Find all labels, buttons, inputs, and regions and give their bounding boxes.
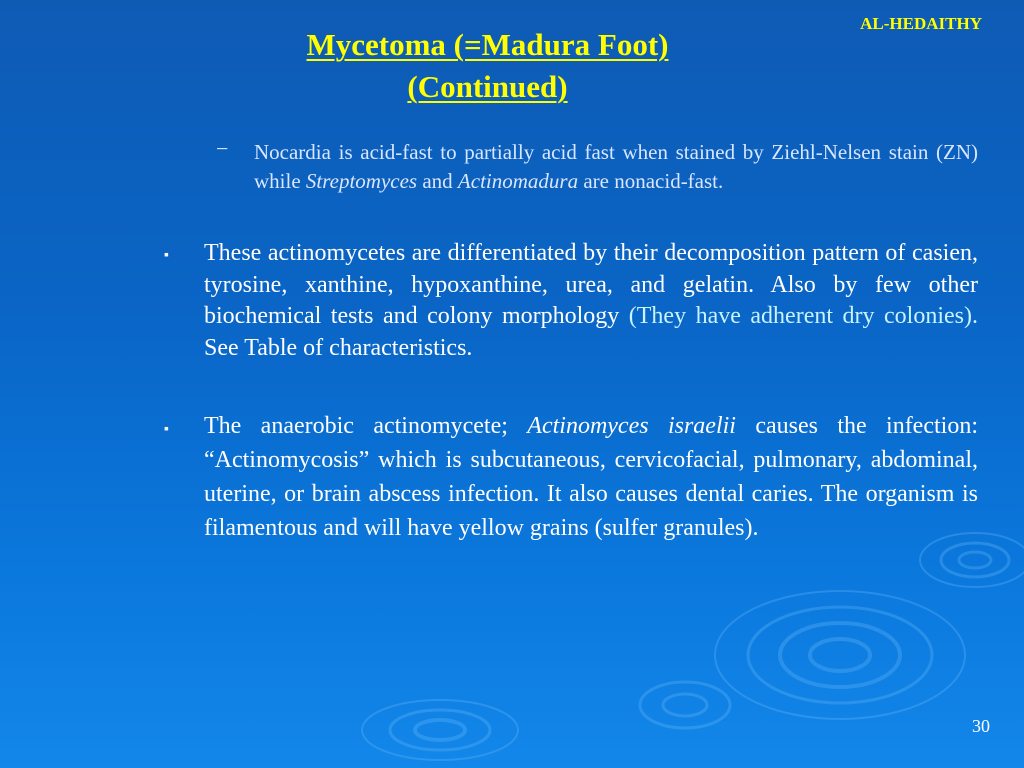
bullet-point-1: ▪ These actinomycetes are differentiated by their decomposition pattern of casien, tyrosine, xanthine, hypoxanthine, urea, and gelatin. Also by few other biochemical tests and colony morphology (They have adherent dry colonies). See Table of characteristics. (164, 240, 978, 361)
sub-point-text: Nocardia is acid-fast to partially acid fast when stained by Ziehl-Nelsen stain (ZN) while Streptomyces and Actinomadura are nonacid-fast. (254, 140, 978, 193)
bullet-marker: ▪ (164, 248, 169, 263)
page-number: 30 (972, 716, 990, 736)
bullet-marker: ▪ (164, 422, 169, 437)
highlight-text: (They have adherent dry colonies). (628, 303, 978, 329)
bullet-point-2: ▪ The anaerobic actinomycete; Actinomyces israelii causes the infection: “Actinomycosis” which is subcutaneous, cervicofacial, pulmonary, abdominal, uterine, or brain abscess infection. It also causes dental caries. The organism is filamentous and will have yellow grains (sulfer granules). (164, 413, 978, 541)
slide-title-line1: Mycetoma (=Madura Foot) (306, 27, 669, 62)
dash-marker: − (216, 136, 229, 161)
slide-title (235, 24, 740, 108)
slide-title-line2: (Continued) (407, 69, 568, 104)
author-label: AL-HEDAITHY (860, 14, 982, 33)
